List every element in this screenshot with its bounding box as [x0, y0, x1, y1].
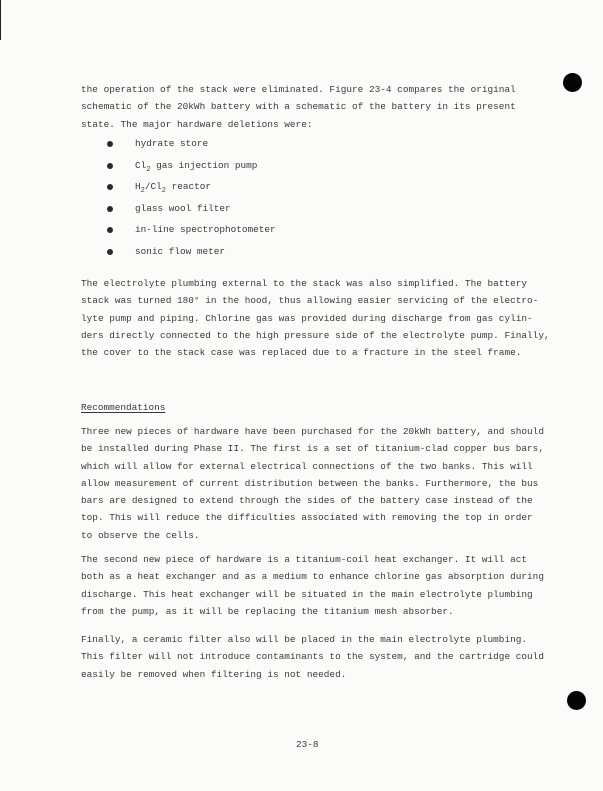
recommendations-paragraph-3	[81, 631, 551, 683]
text-line: allow measurement of current distribution between the banks. Furthermore, the bus	[81, 477, 539, 489]
text-line: state. The major hardware deletions were:	[81, 118, 313, 130]
text-line: bars are designed to extend through the sides of the battery case instead of the	[81, 495, 533, 507]
page-number: 23-8	[296, 739, 319, 750]
page-edge-mark	[0, 0, 1, 40]
text-line: both as a heat exchanger and as a medium to enhance chlorine gas absorption during	[81, 571, 544, 583]
list-item-text: $Cl_2$ gas injection pump	[135, 159, 258, 174]
text-line: discharge. This heat exchanger will be situated in the main electrolyte plumbing	[81, 588, 533, 600]
text-line: lyte pump and piping. Chlorine gas was provided during discharge from gas cylin-	[81, 312, 533, 324]
punch-hole-bottom	[567, 691, 586, 710]
list-item-text: in-line spectrophotometer	[135, 224, 276, 236]
section-heading: Recommendations	[81, 402, 166, 413]
bullet-icon	[107, 163, 113, 169]
text-line: be installed during Phase II. The first is a set of titanium-clad copper bus bars,	[81, 443, 544, 455]
bullet-icon	[107, 206, 113, 212]
text-line: This filter will not introduce contaminants to the system, and the cartridge could	[81, 651, 544, 663]
list-item-text: hydrate store	[135, 138, 209, 149]
text-line: from the pump, as it will be replacing the titanium mesh absorber.	[81, 605, 454, 617]
intro-paragraph	[81, 81, 551, 133]
text-line: easily be removed when filtering is not needed.	[81, 668, 347, 680]
punch-hole-top	[563, 73, 582, 92]
text-line: schematic of the 20kWh battery with a schematic of the battery in its present	[81, 101, 516, 113]
list-item-text: $H_2/Cl_2$ reactor	[135, 181, 211, 196]
bullet-icon	[107, 249, 113, 255]
text-line: to observe the cells.	[81, 529, 200, 541]
list-item-text: glass wool filter	[135, 202, 231, 214]
text-line: The electrolyte plumbing external to the stack was also simplified. The battery	[81, 278, 528, 289]
bullet-icon	[107, 141, 113, 147]
text-line: which will allow for external electrical connections of the two banks. This will	[81, 460, 533, 472]
recommendations-paragraph-2	[81, 551, 551, 620]
text-line: ders directly connected to the high pressure side of the electrolyte pump. Finally,	[81, 329, 550, 341]
text-line: the operation of the stack were eliminated. Figure 23-4 compares the original	[81, 84, 516, 95]
text-line: top. This will reduce the difficulties associated with removing the top in order	[81, 512, 533, 524]
bullet-icon	[107, 227, 113, 233]
text-line: Finally, a ceramic filter also will be placed in the main electrolyte plumbing.	[81, 634, 528, 645]
list-item-text: sonic flow meter	[135, 245, 226, 257]
text-line: stack was turned 180° in the hood, thus allowing easier servicing of the electro-	[81, 295, 539, 307]
text-line: The second new piece of hardware is a titanium-coil heat exchanger. It will act	[81, 554, 528, 565]
recommendations-paragraph-1	[81, 423, 551, 544]
plumbing-paragraph	[81, 275, 551, 361]
bullet-icon	[107, 184, 113, 190]
text-line: the cover to the stack case was replaced due to a fracture in the steel frame.	[81, 347, 522, 359]
text-line: Three new pieces of hardware have been purchased for the 20kWh battery, and should	[81, 426, 544, 437]
